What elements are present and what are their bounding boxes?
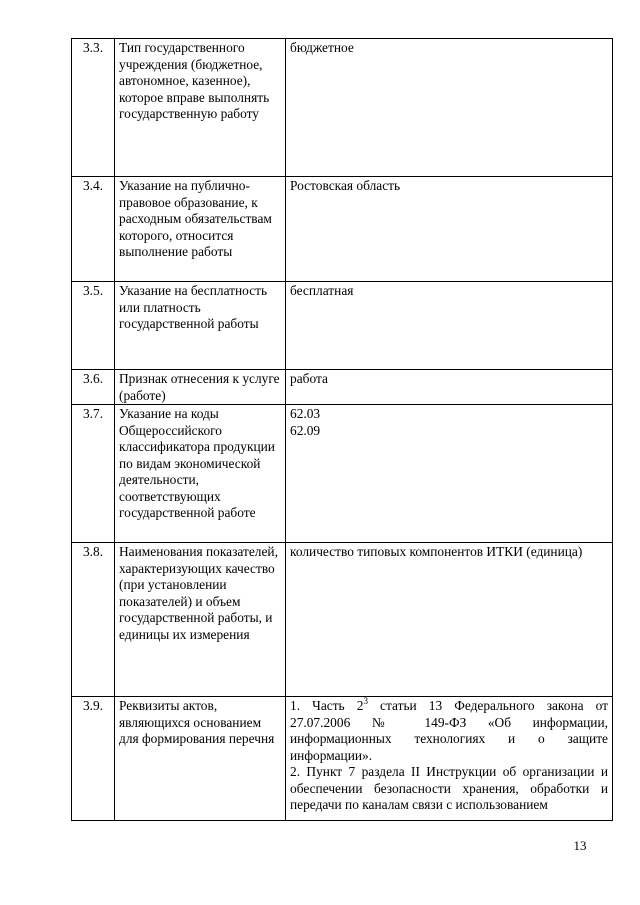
table-row (72, 177, 613, 282)
row-number: 3.4. (72, 177, 115, 282)
legal-act-item-text: статьи 13 Федерального закона от 27.07.2006 № 149-ФЗ «Об информации, информационных технологиях и о защите информации». (290, 698, 609, 763)
table-row (72, 282, 613, 370)
row-number: 3.7. (72, 405, 115, 543)
legal-act-item-text: 1. Часть 2 (290, 698, 364, 713)
legal-act-superscript: 3 (363, 695, 368, 706)
page-number: 13 (573, 838, 587, 853)
row-value: работа (286, 370, 613, 405)
row-number: 3.3. (72, 39, 115, 177)
row-value: количество типовых компонентов ИТКИ (единица) (286, 543, 613, 697)
table-row (72, 370, 613, 405)
row-name: Указание на публично-правовое образование, к расходным обязательствам которого, относится выполнение работы (115, 177, 286, 282)
legal-act-item: 2. Пункт 7 раздела II Инструкции об организации и обеспечении безопасности хранения, обработки и передачи по каналам связи с использованием (290, 764, 608, 812)
row-value: Ростовская область (286, 177, 613, 282)
row-value: бюджетное (286, 39, 613, 177)
row-name: Указание на коды Общероссийского классификатора продукции по видам экономической деятельности, соответствующих государственной работе (115, 405, 286, 543)
row-number: 3.8. (72, 543, 115, 697)
table-row (72, 405, 613, 543)
row-number: 3.5. (72, 282, 115, 370)
row-value (286, 697, 613, 821)
row-value: бесплатная (286, 282, 613, 370)
row-name: Наименования показателей, характеризующих качество (при установлении показателей) и объем государственной работы, и единицы их измерения (115, 543, 286, 697)
okved-code: 62.09 (290, 422, 321, 438)
row-name: Тип государственного учреждения (бюджетное, автономное, казенное), которое вправе выполнять государственную работу (115, 39, 286, 177)
row-name: Признак отнесения к услуге (работе) (115, 370, 286, 405)
services-table (71, 38, 613, 821)
legal-act-item (290, 695, 609, 764)
row-number: 3.6. (72, 370, 115, 405)
table-row (72, 697, 613, 821)
okved-code: 62.03 (290, 406, 321, 421)
table-row (72, 543, 613, 697)
row-name: Указание на бесплатность или платность государственной работы (115, 282, 286, 370)
table-row (72, 39, 613, 177)
row-number: 3.9. (72, 697, 115, 821)
row-value (286, 405, 613, 543)
row-name: Реквизиты актов, являющихся основанием для формирования перечня (115, 697, 286, 821)
